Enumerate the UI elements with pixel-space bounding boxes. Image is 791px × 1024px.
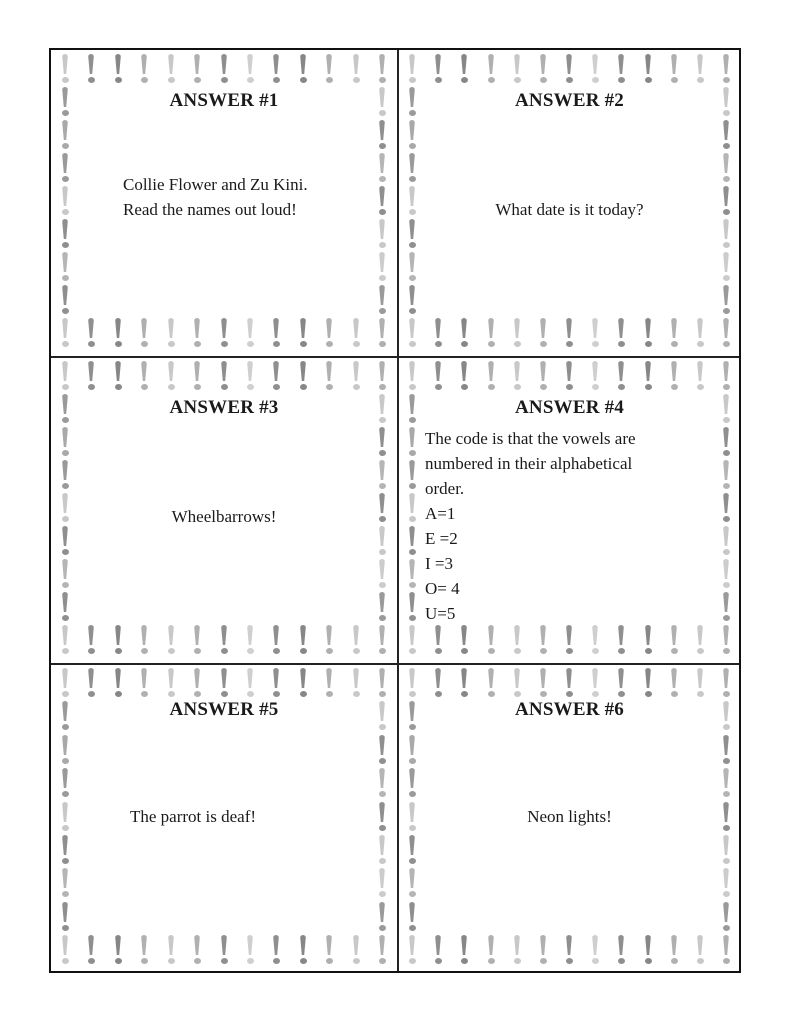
exclamation-mark-icon bbox=[166, 318, 176, 350]
card-title: ANSWER #6 bbox=[515, 699, 624, 720]
exclamation-mark-icon bbox=[113, 361, 123, 393]
exclamation-mark-icon bbox=[86, 318, 96, 350]
exclamation-mark-icon bbox=[377, 835, 387, 867]
exclamation-mark-icon bbox=[643, 935, 653, 967]
exclamation-mark-icon bbox=[377, 668, 387, 700]
exclamation-mark-icon bbox=[590, 54, 600, 86]
exclamation-mark-icon bbox=[669, 318, 679, 350]
exclamation-mark-icon bbox=[721, 668, 731, 700]
exclamation-mark-icon bbox=[590, 935, 600, 967]
exclamation-mark-icon bbox=[166, 54, 176, 86]
exclamation-mark-icon bbox=[166, 668, 176, 700]
exclamation-mark-icon bbox=[351, 318, 361, 350]
answer-card-4 bbox=[398, 357, 741, 663]
exclamation-mark-icon bbox=[695, 668, 705, 700]
exclamation-mark-icon bbox=[643, 361, 653, 393]
exclamation-mark-icon bbox=[377, 153, 387, 185]
exclamation-mark-icon bbox=[512, 625, 522, 657]
exclamation-mark-icon bbox=[721, 219, 731, 251]
exclamation-mark-icon bbox=[60, 54, 70, 86]
exclamation-mark-icon bbox=[407, 526, 417, 558]
exclamation-mark-icon bbox=[60, 120, 70, 152]
exclamation-mark-icon bbox=[192, 668, 202, 700]
answer-card-sheet bbox=[49, 48, 741, 973]
exclamation-mark-icon bbox=[669, 54, 679, 86]
exclamation-mark-icon bbox=[271, 361, 281, 393]
exclamation-mark-icon bbox=[433, 361, 443, 393]
exclamation-mark-icon bbox=[590, 625, 600, 657]
answer-line: order. bbox=[425, 479, 465, 498]
exclamation-mark-icon bbox=[407, 625, 417, 657]
exclamation-mark-icon bbox=[86, 935, 96, 967]
card-title: ANSWER #1 bbox=[169, 90, 279, 111]
card-answer-text bbox=[123, 172, 363, 222]
exclamation-mark-icon bbox=[407, 493, 417, 525]
exclamation-mark-icon bbox=[271, 935, 281, 967]
exclamation-mark-icon bbox=[512, 935, 522, 967]
exclamation-mark-icon bbox=[60, 252, 70, 284]
exclamation-mark-icon bbox=[166, 361, 176, 393]
answer-line: Wheelbarrows! bbox=[171, 507, 277, 526]
exclamation-mark-icon bbox=[271, 625, 281, 657]
exclamation-mark-icon bbox=[590, 361, 600, 393]
exclamation-mark-icon bbox=[86, 54, 96, 86]
exclamation-mark-icon bbox=[60, 526, 70, 558]
answer-card-5 bbox=[51, 664, 397, 973]
exclamation-mark-icon bbox=[669, 668, 679, 700]
exclamation-mark-icon bbox=[86, 668, 96, 700]
exclamation-mark-icon bbox=[139, 54, 149, 86]
exclamation-mark-icon bbox=[60, 361, 70, 393]
exclamation-mark-icon bbox=[459, 318, 469, 350]
exclamation-mark-icon bbox=[643, 318, 653, 350]
exclamation-mark-icon bbox=[407, 285, 417, 317]
exclamation-mark-icon bbox=[245, 318, 255, 350]
exclamation-mark-icon bbox=[113, 935, 123, 967]
exclamation-mark-icon bbox=[60, 902, 70, 934]
card-answer-text bbox=[130, 804, 370, 829]
exclamation-mark-icon bbox=[616, 625, 626, 657]
exclamation-mark-icon bbox=[538, 935, 548, 967]
exclamation-mark-icon bbox=[486, 668, 496, 700]
exclamation-mark-icon bbox=[113, 318, 123, 350]
exclamation-mark-icon bbox=[86, 361, 96, 393]
exclamation-mark-icon bbox=[60, 592, 70, 624]
exclamation-mark-icon bbox=[721, 835, 731, 867]
exclamation-mark-icon bbox=[60, 318, 70, 350]
exclamation-mark-icon bbox=[616, 54, 626, 86]
exclamation-mark-icon bbox=[538, 668, 548, 700]
exclamation-mark-icon bbox=[298, 318, 308, 350]
exclamation-mark-icon bbox=[538, 54, 548, 86]
exclamation-mark-icon bbox=[407, 219, 417, 251]
exclamation-mark-icon bbox=[643, 625, 653, 657]
exclamation-mark-icon bbox=[60, 219, 70, 251]
exclamation-mark-icon bbox=[377, 935, 387, 967]
answer-line: U=5 bbox=[425, 604, 456, 623]
exclamation-mark-icon bbox=[407, 153, 417, 185]
exclamation-mark-icon bbox=[512, 318, 522, 350]
exclamation-mark-icon bbox=[377, 285, 387, 317]
exclamation-mark-icon bbox=[538, 361, 548, 393]
exclamation-mark-icon bbox=[377, 120, 387, 152]
exclamation-mark-icon bbox=[407, 361, 417, 393]
exclamation-mark-icon bbox=[377, 361, 387, 393]
exclamation-mark-icon bbox=[351, 935, 361, 967]
exclamation-mark-icon bbox=[245, 935, 255, 967]
exclamation-mark-icon bbox=[564, 318, 574, 350]
exclamation-mark-icon bbox=[377, 868, 387, 900]
card-title: ANSWER #4 bbox=[515, 397, 624, 418]
exclamation-mark-icon bbox=[60, 668, 70, 700]
answer-line: numbered in their alphabetical bbox=[425, 454, 633, 473]
exclamation-mark-icon bbox=[60, 625, 70, 657]
card-answer-text bbox=[425, 426, 725, 626]
exclamation-mark-icon bbox=[407, 868, 417, 900]
answer-line: Neon lights! bbox=[527, 807, 612, 826]
exclamation-mark-icon bbox=[219, 668, 229, 700]
exclamation-mark-icon bbox=[433, 668, 443, 700]
exclamation-mark-icon bbox=[433, 935, 443, 967]
exclamation-mark-icon bbox=[486, 318, 496, 350]
exclamation-mark-icon bbox=[377, 252, 387, 284]
answer-line: What date is it today? bbox=[495, 200, 644, 219]
exclamation-mark-icon bbox=[192, 361, 202, 393]
exclamation-mark-icon bbox=[459, 935, 469, 967]
exclamation-mark-icon bbox=[721, 768, 731, 800]
answer-line: The parrot is deaf! bbox=[130, 807, 257, 826]
exclamation-mark-icon bbox=[721, 120, 731, 152]
card-title: ANSWER #3 bbox=[169, 397, 279, 418]
exclamation-mark-icon bbox=[564, 625, 574, 657]
answer-card-3 bbox=[51, 357, 397, 663]
exclamation-mark-icon bbox=[351, 54, 361, 86]
exclamation-mark-icon bbox=[721, 361, 731, 393]
exclamation-mark-icon bbox=[245, 625, 255, 657]
exclamation-mark-icon bbox=[377, 318, 387, 350]
answer-card-1 bbox=[51, 50, 397, 356]
answer-line: Read the names out loud! bbox=[123, 200, 297, 219]
exclamation-mark-icon bbox=[695, 935, 705, 967]
answer-line: E =2 bbox=[425, 529, 458, 548]
exclamation-mark-icon bbox=[407, 668, 417, 700]
exclamation-mark-icon bbox=[669, 935, 679, 967]
exclamation-mark-icon bbox=[245, 54, 255, 86]
exclamation-mark-icon bbox=[407, 768, 417, 800]
exclamation-mark-icon bbox=[377, 526, 387, 558]
exclamation-mark-icon bbox=[113, 54, 123, 86]
exclamation-mark-icon bbox=[407, 427, 417, 459]
exclamation-mark-icon bbox=[166, 625, 176, 657]
exclamation-mark-icon bbox=[377, 54, 387, 86]
exclamation-mark-icon bbox=[538, 318, 548, 350]
exclamation-mark-icon bbox=[219, 54, 229, 86]
exclamation-mark-icon bbox=[721, 54, 731, 86]
exclamation-mark-icon bbox=[433, 54, 443, 86]
exclamation-mark-icon bbox=[271, 318, 281, 350]
exclamation-mark-icon bbox=[669, 625, 679, 657]
exclamation-mark-icon bbox=[407, 559, 417, 591]
exclamation-mark-icon bbox=[407, 935, 417, 967]
exclamation-mark-icon bbox=[219, 935, 229, 967]
exclamation-mark-icon bbox=[60, 153, 70, 185]
exclamation-mark-icon bbox=[298, 668, 308, 700]
exclamation-mark-icon bbox=[616, 668, 626, 700]
exclamation-mark-icon bbox=[324, 668, 334, 700]
exclamation-mark-icon bbox=[139, 318, 149, 350]
exclamation-mark-icon bbox=[377, 427, 387, 459]
exclamation-mark-icon bbox=[459, 668, 469, 700]
exclamation-mark-icon bbox=[298, 625, 308, 657]
exclamation-mark-icon bbox=[564, 935, 574, 967]
exclamation-mark-icon bbox=[377, 186, 387, 218]
answer-line: I =3 bbox=[425, 554, 453, 573]
exclamation-mark-icon bbox=[139, 935, 149, 967]
exclamation-mark-icon bbox=[324, 54, 334, 86]
exclamation-mark-icon bbox=[271, 668, 281, 700]
exclamation-mark-icon bbox=[377, 592, 387, 624]
exclamation-mark-icon bbox=[139, 361, 149, 393]
exclamation-mark-icon bbox=[459, 625, 469, 657]
exclamation-mark-icon bbox=[695, 54, 705, 86]
exclamation-mark-icon bbox=[695, 361, 705, 393]
exclamation-mark-icon bbox=[377, 802, 387, 834]
exclamation-mark-icon bbox=[486, 625, 496, 657]
answer-line: Collie Flower and Zu Kini. bbox=[123, 175, 308, 194]
exclamation-mark-icon bbox=[113, 668, 123, 700]
exclamation-mark-icon bbox=[60, 868, 70, 900]
exclamation-mark-icon bbox=[139, 625, 149, 657]
exclamation-mark-icon bbox=[219, 318, 229, 350]
exclamation-mark-icon bbox=[245, 668, 255, 700]
exclamation-mark-icon bbox=[721, 868, 731, 900]
exclamation-mark-icon bbox=[166, 935, 176, 967]
exclamation-mark-icon bbox=[564, 668, 574, 700]
exclamation-mark-icon bbox=[377, 902, 387, 934]
exclamation-mark-icon bbox=[219, 625, 229, 657]
exclamation-mark-icon bbox=[377, 559, 387, 591]
exclamation-mark-icon bbox=[407, 902, 417, 934]
answer-line: O= 4 bbox=[425, 579, 460, 598]
exclamation-mark-icon bbox=[351, 668, 361, 700]
exclamation-mark-icon bbox=[219, 361, 229, 393]
exclamation-mark-icon bbox=[512, 361, 522, 393]
card-answer-text bbox=[398, 197, 741, 222]
exclamation-mark-icon bbox=[60, 768, 70, 800]
exclamation-mark-icon bbox=[407, 735, 417, 767]
exclamation-mark-icon bbox=[695, 318, 705, 350]
exclamation-mark-icon bbox=[60, 186, 70, 218]
exclamation-mark-icon bbox=[433, 318, 443, 350]
exclamation-mark-icon bbox=[60, 835, 70, 867]
exclamation-mark-icon bbox=[60, 735, 70, 767]
exclamation-mark-icon bbox=[486, 361, 496, 393]
exclamation-mark-icon bbox=[324, 935, 334, 967]
exclamation-mark-icon bbox=[433, 625, 443, 657]
answer-card-6 bbox=[398, 664, 741, 973]
exclamation-mark-icon bbox=[192, 54, 202, 86]
exclamation-mark-icon bbox=[564, 361, 574, 393]
exclamation-mark-icon bbox=[192, 318, 202, 350]
exclamation-mark-icon bbox=[407, 835, 417, 867]
exclamation-mark-icon bbox=[616, 361, 626, 393]
exclamation-mark-icon bbox=[407, 54, 417, 86]
exclamation-mark-icon bbox=[113, 625, 123, 657]
exclamation-mark-icon bbox=[377, 768, 387, 800]
exclamation-mark-icon bbox=[377, 735, 387, 767]
answer-line: The code is that the vowels are bbox=[425, 429, 636, 448]
exclamation-mark-icon bbox=[407, 460, 417, 492]
exclamation-mark-icon bbox=[60, 559, 70, 591]
exclamation-mark-icon bbox=[60, 460, 70, 492]
exclamation-mark-icon bbox=[324, 625, 334, 657]
exclamation-mark-icon bbox=[721, 285, 731, 317]
exclamation-mark-icon bbox=[245, 361, 255, 393]
exclamation-mark-icon bbox=[298, 935, 308, 967]
exclamation-mark-icon bbox=[324, 318, 334, 350]
card-title: ANSWER #2 bbox=[515, 90, 624, 111]
exclamation-mark-icon bbox=[298, 54, 308, 86]
exclamation-mark-icon bbox=[721, 902, 731, 934]
exclamation-mark-icon bbox=[721, 318, 731, 350]
exclamation-mark-icon bbox=[486, 54, 496, 86]
exclamation-mark-icon bbox=[459, 361, 469, 393]
exclamation-mark-icon bbox=[721, 153, 731, 185]
exclamation-mark-icon bbox=[643, 668, 653, 700]
exclamation-mark-icon bbox=[564, 54, 574, 86]
exclamation-mark-icon bbox=[139, 668, 149, 700]
exclamation-mark-icon bbox=[192, 625, 202, 657]
card-answer-text bbox=[398, 804, 741, 829]
exclamation-mark-icon bbox=[407, 120, 417, 152]
exclamation-mark-icon bbox=[377, 460, 387, 492]
exclamation-mark-icon bbox=[538, 625, 548, 657]
exclamation-mark-icon bbox=[407, 318, 417, 350]
exclamation-mark-icon bbox=[721, 625, 731, 657]
answer-line: A=1 bbox=[425, 504, 456, 523]
exclamation-mark-icon bbox=[86, 625, 96, 657]
exclamation-mark-icon bbox=[616, 935, 626, 967]
exclamation-mark-icon bbox=[721, 935, 731, 967]
exclamation-mark-icon bbox=[271, 54, 281, 86]
exclamation-mark-icon bbox=[192, 935, 202, 967]
exclamation-mark-icon bbox=[512, 668, 522, 700]
exclamation-mark-icon bbox=[298, 361, 308, 393]
card-title: ANSWER #5 bbox=[169, 699, 279, 720]
exclamation-mark-icon bbox=[643, 54, 653, 86]
exclamation-mark-icon bbox=[351, 361, 361, 393]
card-answer-text bbox=[51, 504, 397, 529]
exclamation-mark-icon bbox=[60, 935, 70, 967]
exclamation-mark-icon bbox=[377, 219, 387, 251]
exclamation-mark-icon bbox=[324, 361, 334, 393]
exclamation-mark-icon bbox=[60, 427, 70, 459]
exclamation-mark-icon bbox=[351, 625, 361, 657]
exclamation-mark-icon bbox=[459, 54, 469, 86]
exclamation-mark-icon bbox=[407, 592, 417, 624]
exclamation-mark-icon bbox=[486, 935, 496, 967]
exclamation-mark-icon bbox=[695, 625, 705, 657]
exclamation-mark-icon bbox=[377, 625, 387, 657]
exclamation-mark-icon bbox=[60, 285, 70, 317]
exclamation-mark-icon bbox=[616, 318, 626, 350]
exclamation-mark-icon bbox=[512, 54, 522, 86]
exclamation-mark-icon bbox=[590, 318, 600, 350]
exclamation-mark-icon bbox=[669, 361, 679, 393]
exclamation-mark-icon bbox=[407, 252, 417, 284]
exclamation-mark-icon bbox=[590, 668, 600, 700]
exclamation-mark-icon bbox=[721, 735, 731, 767]
exclamation-mark-icon bbox=[60, 802, 70, 834]
answer-card-2 bbox=[398, 50, 741, 356]
exclamation-mark-icon bbox=[721, 252, 731, 284]
